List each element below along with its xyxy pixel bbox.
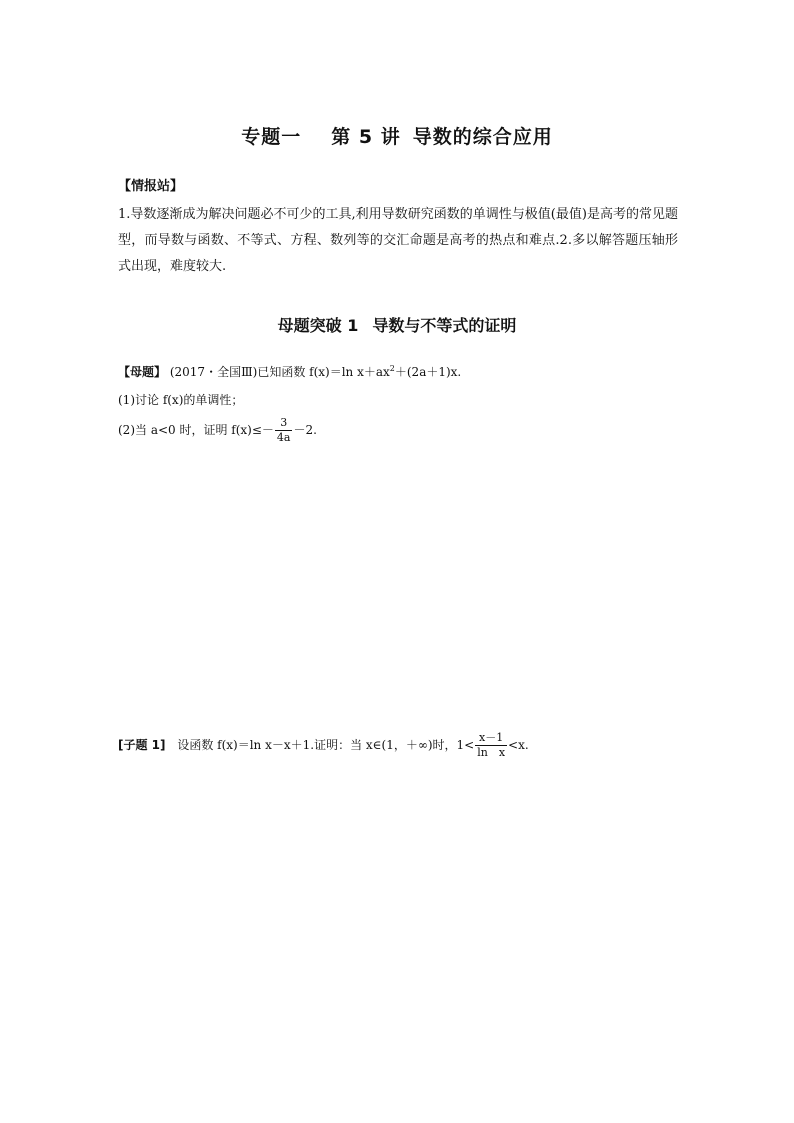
- intel-label: 【情报站】: [118, 179, 184, 194]
- fraction-3-over-4a: [275, 416, 293, 445]
- intel-paragraph: 1.导数逐渐成为解决问题必不可少的工具,利用导数研究函数的单调性与极值(最值)是高考的常见题型，而导数与函数、不等式、方程、数列等的交汇命题是高考的热点和难点.2.多以解答题压轴形式出现，难度较大.: [118, 207, 678, 274]
- sub-problem-1: [118, 731, 529, 760]
- mother-problem-tag: 【母题】: [118, 365, 167, 379]
- topic-label: 专题一: [241, 126, 302, 148]
- document-title: [0, 122, 794, 149]
- mother-problem-statement: [118, 363, 461, 380]
- sub-problem-suffix: <x.: [508, 738, 529, 752]
- lecture-name: 导数的综合应用: [412, 126, 553, 148]
- breakthrough-title: [0, 313, 794, 336]
- lecture-label: 第 5 讲: [331, 126, 401, 148]
- exponent: 2: [389, 364, 395, 373]
- mother-problem-part2: [118, 416, 317, 445]
- fraction-x-minus-1-over-ln-x: [475, 731, 507, 760]
- mother-problem-source: (2017・全国Ⅲ)已知函数 f(x)＝ln x＋ax: [169, 365, 390, 379]
- breakthrough-name: 导数与不等式的证明: [372, 316, 517, 335]
- part2-suffix: －2.: [293, 423, 317, 437]
- fraction-denominator: 4a: [276, 431, 291, 444]
- mother-problem-part1: (1)讨论 f(x)的单调性；: [118, 393, 244, 407]
- sub-problem-tag: [子题 1]: [118, 738, 166, 752]
- fraction-numerator: x－1: [475, 731, 507, 746]
- mother-problem-rest: ＋(2a＋1)x.: [394, 365, 462, 379]
- part2-prefix: (2)当 a<0 时，证明 f(x)≤－: [118, 423, 274, 437]
- fraction-denominator: ln x: [477, 746, 506, 759]
- breakthrough-label: 母题突破 1: [277, 316, 359, 335]
- fraction-numerator: 3: [275, 416, 293, 431]
- sub-problem-text: 设函数 f(x)＝ln x－x＋1.证明：当 x∈(1，＋∞)时，1<: [177, 738, 475, 752]
